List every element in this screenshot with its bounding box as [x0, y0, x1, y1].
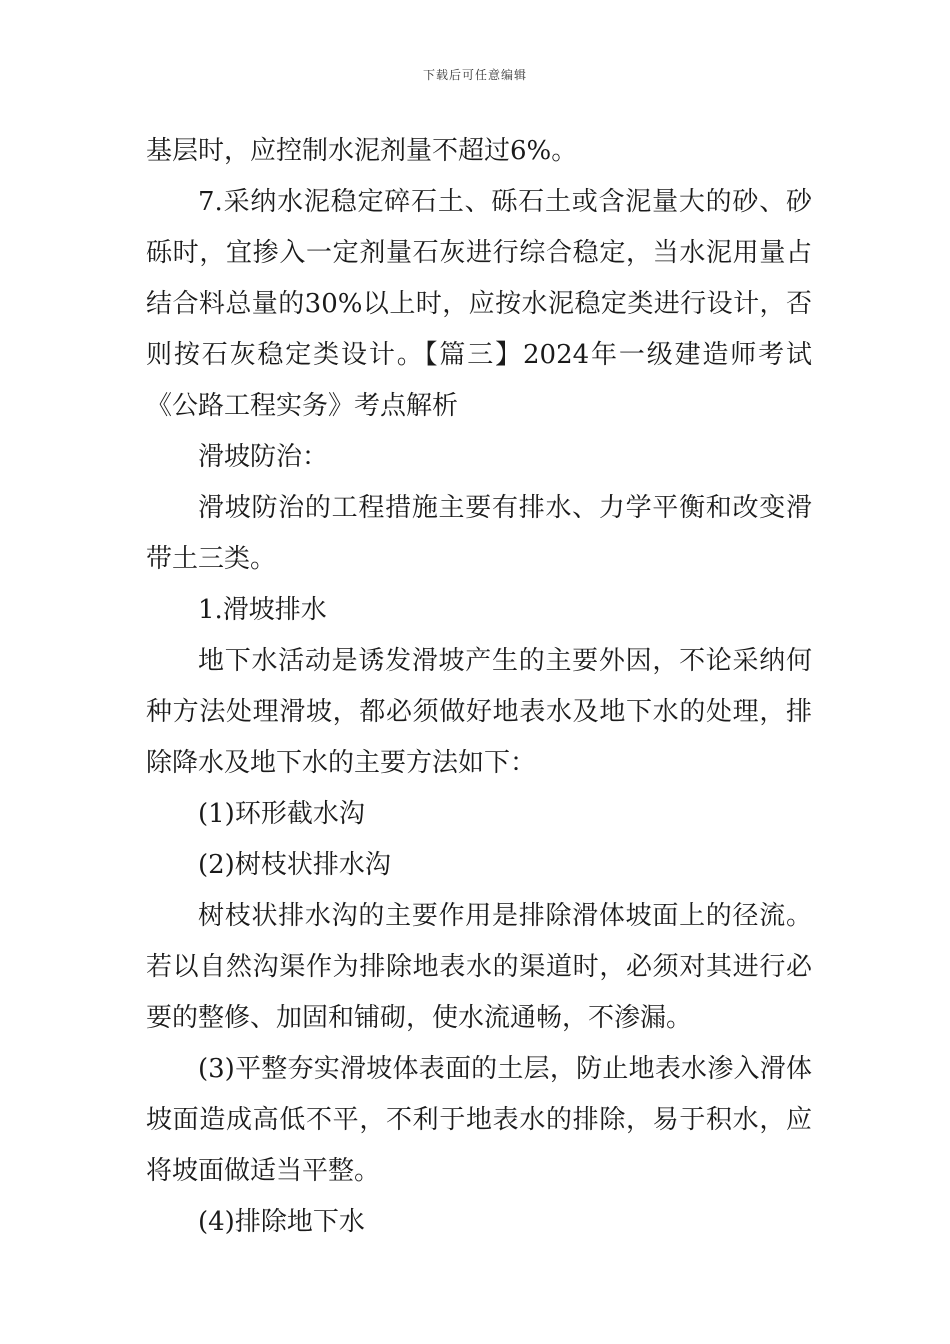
- paragraph: 7.采纳水泥稳定碎石土、砾石土或含泥量大的砂、砂砾时，宜掺入一定剂量石灰进行综合稳定，当水泥用量占结合料总量的30%以上时，应按水泥稳定类进行设计，否则按石灰稳定类设计。【篇三】2024年一级建造师考试《公路工程实务》考点解析: [146, 187, 812, 421]
- header-note: 下载后可任意编辑: [422, 68, 527, 82]
- section-heading: 1.滑坡排水: [198, 595, 327, 625]
- paragraph: 地下水活动是诱发滑坡产生的主要外因，不论采纳何种方法处理滑坡，都必须做好地表水及地下水的处理，排除降水及地下水的主要方法如下：: [146, 646, 812, 778]
- paragraph: 基层时，应控制水泥剂量不超过6%。: [146, 136, 578, 166]
- document-body: [146, 126, 812, 1248]
- paragraph: 滑坡防治的工程措施主要有排水、力学平衡和改变滑带土三类。: [146, 493, 812, 574]
- list-item: (3)平整夯实滑坡体表面的土层，防止地表水渗入滑体坡面造成高低不平，不利于地表水的排除，易于积水，应将坡面做适当平整。: [146, 1054, 812, 1186]
- list-item: (2)树枝状排水沟: [198, 850, 391, 880]
- paragraph: 滑坡防治：: [198, 442, 329, 472]
- paragraph: 树枝状排水沟的主要作用是排除滑体坡面上的径流。若以自然沟渠作为排除地表水的渠道时，必须对其进行必要的整修、加固和铺砌，使水流通畅，不渗漏。: [146, 901, 812, 1033]
- list-item: (4)排除地下水: [198, 1207, 365, 1237]
- list-item: (1)环形截水沟: [198, 799, 365, 829]
